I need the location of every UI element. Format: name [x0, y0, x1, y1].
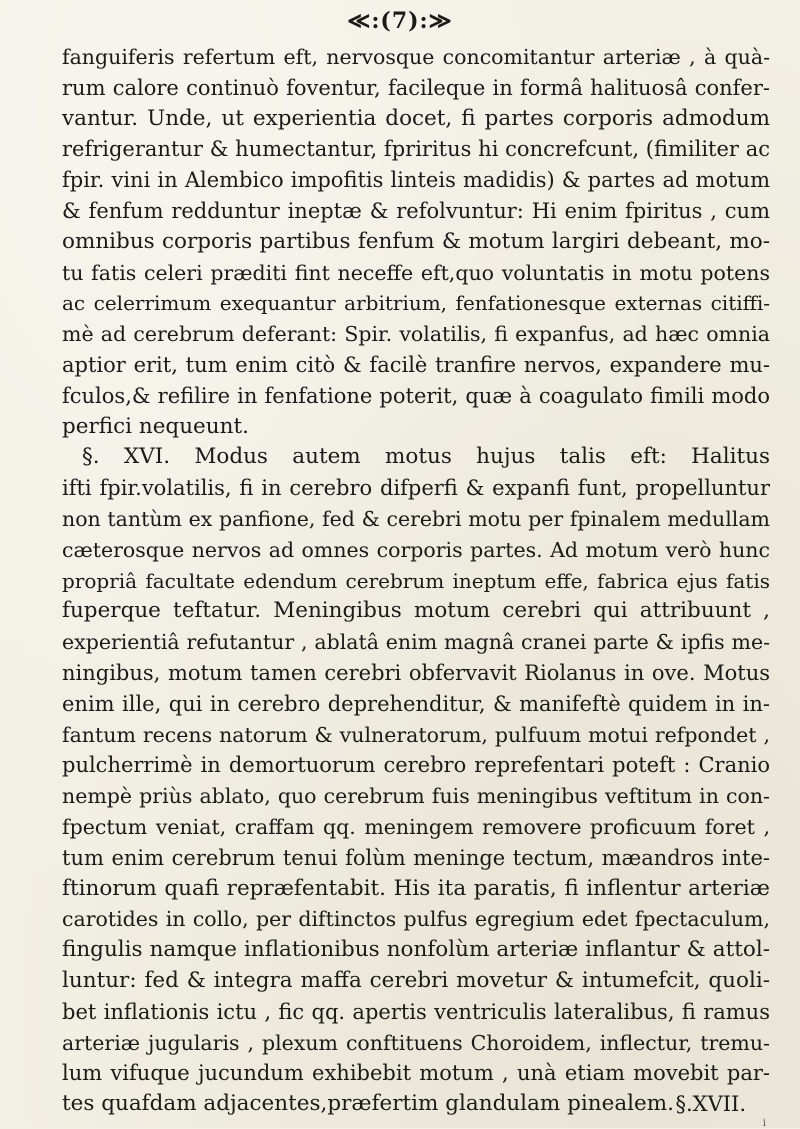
text-line: fuperque teftatur. Meningibus motum cerebri qui attribuunt ,	[62, 598, 770, 624]
text-line: fpectum veniat, craffam qq. meningem removere proficuum foret ,	[62, 814, 770, 839]
text-line: bet inflationis ictu , fic qq. apertis ventriculis lateralibus, fi ramus	[62, 999, 770, 1024]
margin-mark: i	[762, 1118, 766, 1129]
text-line: non tantùm ex panfione, fed & cerebri motu per fpinalem medullam	[62, 506, 770, 531]
text-line: refrigerantur & humectantur, fpriritus hi concrefcunt, (fimiliter ac	[62, 137, 770, 162]
text-line: ac celerrimum exequantur arbitrium, fenfationesque externas citiffi-	[62, 291, 770, 316]
text-line: cæterosque nervos ad omnes corporis partes. Ad motum verò hunc	[62, 537, 770, 562]
text-line: lum vifuque jucundum exhibebit motum , unà etiam movebit par-	[62, 1061, 770, 1086]
text-line: pulcherrimè in demortuorum cerebro reprefentari poteft : Cranio	[62, 753, 770, 778]
text-line: ifti fpir.volatilis, fi in cerebro difperfi & expanfi funt, propelluntur	[62, 476, 770, 501]
text-line: arteriæ jugularis , plexum conftituens Choroidem, inflectur, tremu-	[62, 1030, 770, 1055]
text-line: mè ad cerebrum deferant: Spir. volatilis, fi expanfus, ad hæc omnia	[62, 322, 770, 347]
text-line: rum calore continuò foventur, facileque in formâ halituosâ confer-	[62, 75, 770, 100]
text-line: perfici nequeunt.	[62, 413, 249, 439]
text-line: vantur. Unde, ut experientia docet, fi partes corporis admodum	[62, 105, 770, 131]
text-line: tes quafdam adjacentes,præfertim glandulam pinealem.	[62, 1091, 674, 1117]
text-line: fpir. vini in Alembico impofitis linteis madidis) & partes ad motum	[62, 168, 770, 193]
text-line: enim ille, qui in cerebro deprehenditur, & manifeftè quidem in in-	[62, 691, 770, 716]
catchword: §.XVII.	[675, 1092, 746, 1116]
page-header: ≪:(7):≫	[347, 8, 453, 34]
text-line: carotides in collo, per diftinctos pulfus egregium edet fpectaculum,	[62, 907, 770, 932]
text-line: §. XVI. Modus autem motus hujus talis eft: Halitus	[82, 444, 770, 470]
text-line: fculos,& refilire in fenfatione poterit, quæ à coagulato fimili modo	[62, 383, 770, 408]
text-line: luntur: fed & integra maffa cerebri movetur & intumefcit, quoli-	[62, 967, 770, 993]
text-line: experientiâ refutantur , ablatâ enim magnâ cranei parte & ipfis me-	[62, 630, 770, 655]
text-line: nempè priùs ablato, quo cerebrum fuis meningibus veftitum in con-	[62, 784, 770, 809]
text-line: ftinorum quafi repræfentabit. His ita paratis, fi inflentur arteriæ	[62, 875, 770, 901]
text-line: tum enim cerebrum tenui folùm meninge tectum, mæandros inte-	[62, 845, 770, 870]
text-line: fingulis namque inflationibus nonfolùm arteriæ inflantur & attol-	[62, 937, 770, 963]
text-line: tu fatis celeri præditi fint neceffe eft,quo voluntatis in motu potens	[62, 260, 770, 285]
text-line: aptior erit, tum enim citò & facilè tranfire nervos, expandere mu-	[62, 352, 770, 377]
text-line: fanguiferis refertum eft, nervosque concomitantur arteriæ , à quà-	[62, 45, 770, 69]
text-line: ningibus, motum tamen cerebri obfervavit Riolanus in ove. Motus	[62, 660, 770, 685]
text-line: propriâ facultate edendum cerebrum ineptum effe, fabrica ejus fatis	[62, 568, 770, 593]
text-line: & fenfum redduntur ineptæ & refolvuntur: Hi enim fpiritus , cum	[62, 198, 770, 223]
text-line: omnibus corporis partibus fenfum & motum largiri debeant, mo-	[62, 228, 770, 254]
body-text	[62, 42, 770, 1120]
text-line: fantum recens natorum & vulneratorum, pulfuum motui refpondet ,	[62, 722, 770, 747]
